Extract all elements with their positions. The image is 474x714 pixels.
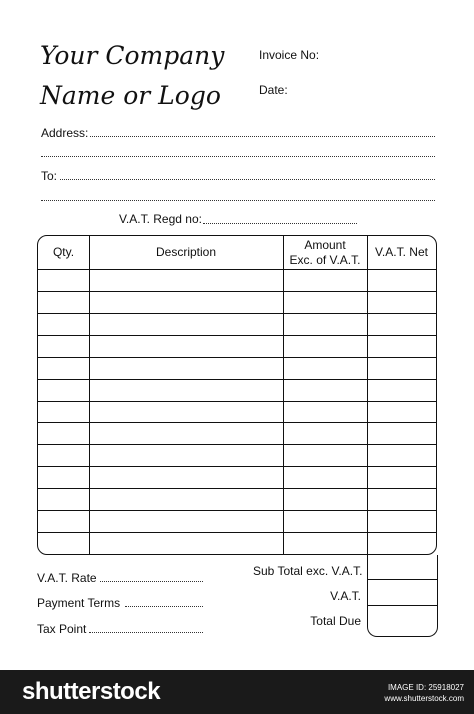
to-label: To: [41, 169, 58, 183]
table-row-divider [38, 422, 436, 423]
tax-point-line[interactable] [89, 632, 203, 633]
table-row-divider [38, 313, 436, 314]
address-label: Address: [41, 126, 89, 140]
logo-line-2: Name or Logo [40, 81, 221, 110]
shutterstock-footer [0, 670, 474, 714]
tax-point-label: Tax Point [37, 622, 87, 636]
column-divider [367, 236, 368, 554]
image-id: IMAGE ID: 25918027 [387, 683, 464, 692]
payment-terms-label: Payment Terms [37, 596, 121, 610]
column-header-qty: Qty. [52, 245, 75, 259]
column-divider [89, 236, 90, 554]
company-logo-placeholder [40, 36, 224, 116]
site-url: www.shutterstock.com [384, 694, 464, 703]
shutterstock-logo: shutterstock [22, 678, 161, 705]
date-label: Date: [259, 83, 288, 97]
table-row-divider [38, 488, 436, 489]
table-row-divider [38, 510, 436, 511]
table-row-divider [38, 532, 436, 533]
header-divider [38, 269, 436, 270]
vat-regd-line[interactable] [203, 223, 357, 224]
column-header-description: Description [155, 245, 217, 259]
vat-rate-line[interactable] [100, 581, 203, 582]
total-due-label: Total Due [310, 614, 361, 628]
address-line-2[interactable] [41, 156, 435, 157]
invoice-no-label: Invoice No: [259, 48, 320, 62]
totals-divider [368, 605, 437, 606]
totals-box [367, 555, 438, 637]
logo-line-1: Your Company [40, 41, 225, 70]
table-row-divider [38, 291, 436, 292]
table-row-divider [38, 357, 436, 358]
column-header-vat-net: V.A.T. Net [375, 245, 428, 259]
to-line-1[interactable] [60, 179, 435, 180]
column-divider [283, 236, 284, 554]
payment-terms-line[interactable] [125, 606, 203, 607]
table-row-divider [38, 401, 436, 402]
vat-rate-label: V.A.T. Rate [37, 571, 97, 585]
vat-regd-label: V.A.T. Regd no: [119, 212, 202, 226]
table-row-divider [38, 466, 436, 467]
table-row-divider [38, 444, 436, 445]
items-table [37, 235, 437, 555]
column-header-amount: Amount Exc. of V.A.T. [289, 237, 361, 267]
table-row-divider [38, 335, 436, 336]
totals-divider [368, 579, 437, 580]
table-row-divider [38, 379, 436, 380]
image-id-block [384, 682, 464, 704]
to-line-2[interactable] [41, 200, 435, 201]
subtotal-label: Sub Total exc. V.A.T. [253, 564, 363, 578]
vat-total-label: V.A.T. [330, 589, 361, 603]
address-line-1[interactable] [90, 136, 435, 137]
